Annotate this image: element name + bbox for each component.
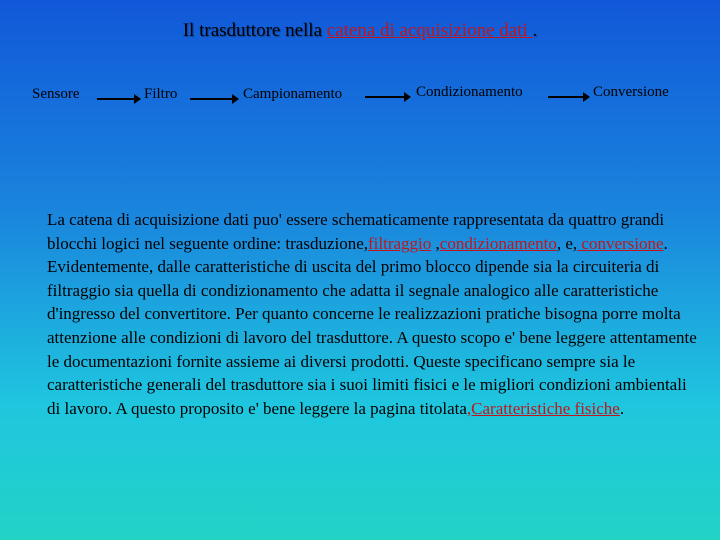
paragraph-text: . Evidentemente, dalle caratteristiche di uscita del primo blocco dipende sia la circuiteria di filtraggio sia quella di condizionamento che adatta il segnale analogico alle caratteristiche d'ingresso del convertitore. Per quanto concerne le realizzazioni pratiche bisogna porre molta attenzione alle condizioni di lavoro del trasduttore. A questo scopo e' bene leggere attentamente le documentazioni fornite assieme ai diversi prodotti. Queste specificano sempre sia le caratteristiche generali del trasduttore sia i suoi limiti fisici e le migliori condizioni ambientali di lavoro. A questo proposito e' bene leggere la pagina titolata <box>47 233 697 418</box>
link-condizionamento[interactable]: condizionamento <box>439 233 557 253</box>
paragraph-text: , e, <box>556 233 578 253</box>
link-conversione[interactable]: conversione <box>577 233 664 253</box>
paragraph-text: . <box>619 398 625 418</box>
description-paragraph <box>47 208 697 420</box>
stage-sensore: Sensore <box>32 86 80 102</box>
title-suffix: . <box>532 20 538 41</box>
paragraph-text: , <box>431 233 440 253</box>
link-filtraggio[interactable]: filtraggio <box>368 233 432 253</box>
page-title <box>0 20 720 42</box>
title-prefix: Il trasduttore nella <box>182 20 327 41</box>
stage-filtro: Filtro <box>144 86 178 102</box>
stage-campionamento: Campionamento <box>243 86 343 102</box>
stage-condizionamento: Condizionamento <box>416 84 523 100</box>
arrow-right-icon <box>548 96 584 98</box>
paragraph-text: La catena di acquisizione dati puo' essere schematicamente rappresentata da quattro grandi blocchi logici nel seguente ordine: trasduzione, <box>47 210 665 253</box>
stage-conversione: Conversione <box>593 84 669 100</box>
arrow-right-icon <box>190 98 233 100</box>
arrow-right-icon <box>97 98 135 100</box>
title-link-catena[interactable]: catena di acquisizione dati <box>326 20 533 41</box>
arrow-right-icon <box>365 96 405 98</box>
link-caratteristiche-fisiche[interactable]: ,Caratteristiche fisiche <box>466 398 620 418</box>
